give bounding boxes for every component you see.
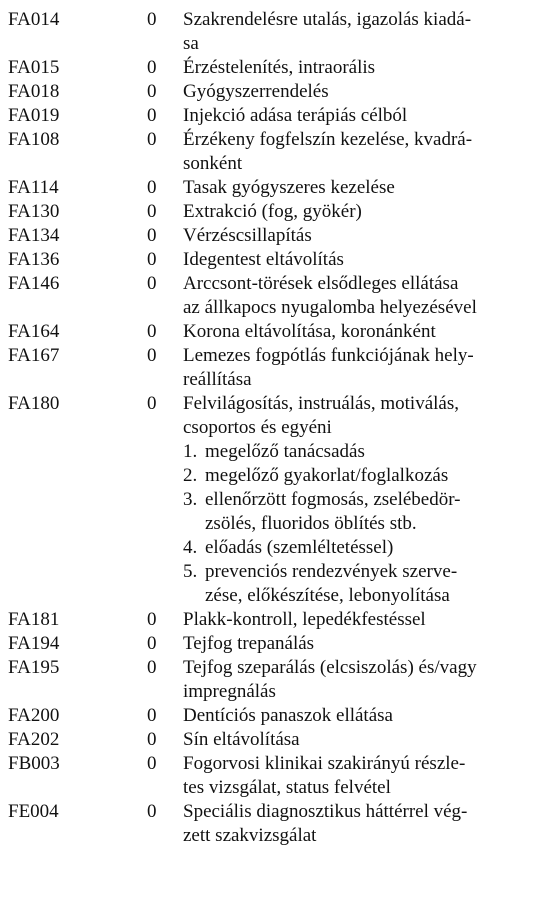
description-line: Lemezes fogpótlás funkciójának hely-	[183, 345, 474, 366]
description-line: sonként	[183, 153, 243, 174]
procedure-description	[183, 8, 518, 56]
procedure-code: FA014	[8, 9, 60, 30]
sub-item-text	[205, 536, 518, 560]
description-line: Injekció adása terápiás célból	[183, 105, 408, 126]
procedure-description	[183, 104, 518, 128]
description-line: Extrakció (fog, gyökér)	[183, 201, 362, 222]
description-line: csoportos és egyéni	[183, 417, 332, 438]
description-line: Plakk-kontroll, lepedékfestéssel	[183, 609, 426, 630]
procedure-code: FB003	[8, 753, 60, 774]
sub-item-line: ellenőrzött fogmosás, zselébedör-	[205, 489, 461, 510]
list-item	[0, 248, 548, 272]
list-item	[0, 632, 548, 656]
description-line: Arccsont-törések elsődleges ellátása	[183, 273, 459, 294]
sub-item-number: 4.	[183, 537, 198, 558]
procedure-value: 0	[147, 321, 157, 342]
procedure-code: FA202	[8, 729, 60, 750]
description-line: az állkapocs nyugalomba helyezésével	[183, 297, 477, 318]
sub-item-number: 2.	[183, 465, 198, 486]
procedure-value: 0	[147, 729, 157, 750]
procedure-code: FA180	[8, 393, 60, 414]
list-item	[0, 656, 548, 704]
procedure-value: 0	[147, 633, 157, 654]
sub-list-item	[183, 440, 518, 464]
list-item	[0, 608, 548, 632]
description-line: Gyógyszerrendelés	[183, 81, 329, 102]
procedure-value: 0	[147, 177, 157, 198]
procedure-code: FA019	[8, 105, 60, 126]
description-line: reállítása	[183, 369, 252, 390]
procedure-description	[183, 392, 518, 440]
sub-item-number: 5.	[183, 561, 198, 582]
procedure-description	[183, 800, 518, 848]
list-item	[0, 728, 548, 752]
procedure-value: 0	[147, 57, 157, 78]
procedure-value: 0	[147, 657, 157, 678]
procedure-value: 0	[147, 225, 157, 246]
sub-item-line: megelőző gyakorlat/foglalkozás	[205, 465, 449, 486]
description-line: tes vizsgálat, status felvétel	[183, 777, 391, 798]
description-line: impregnálás	[183, 681, 276, 702]
procedure-code: FA200	[8, 705, 60, 726]
procedure-description	[183, 200, 518, 224]
procedure-value: 0	[147, 129, 157, 150]
procedure-description	[183, 80, 518, 104]
description-line: Korona eltávolítása, koronánként	[183, 321, 436, 342]
procedure-code: FA134	[8, 225, 60, 246]
sub-item-text	[205, 560, 518, 608]
list-item	[0, 104, 548, 128]
description-line: Tejfog trepanálás	[183, 633, 315, 654]
description-line: Idegentest eltávolítás	[183, 249, 344, 270]
sub-item-line: prevenciós rendezvények szerve-	[205, 561, 458, 582]
description-line: Felvilágosítás, instruálás, motiválás,	[183, 393, 459, 414]
procedure-description	[183, 752, 518, 800]
procedure-description	[183, 224, 518, 248]
description-line: Tejfog szeparálás (elcsiszolás) és/vagy	[183, 657, 477, 678]
procedure-description	[183, 656, 518, 704]
procedure-code: FE004	[8, 801, 59, 822]
description-line: Érzéstelenítés, intraorális	[183, 57, 376, 78]
description-line: Fogorvosi klinikai szakirányú részle-	[183, 753, 466, 774]
procedure-description	[183, 176, 518, 200]
description-line: Tasak gyógyszeres kezelése	[183, 177, 395, 198]
sub-item-number: 3.	[183, 489, 198, 510]
list-item	[0, 752, 548, 800]
list-item	[0, 200, 548, 224]
sub-item-text	[205, 488, 518, 536]
procedure-description	[183, 632, 518, 656]
procedure-code-list	[0, 8, 548, 848]
sub-item-text	[205, 440, 518, 464]
procedure-code: FA108	[8, 129, 60, 150]
list-item	[0, 80, 548, 104]
list-item	[0, 128, 548, 176]
procedure-code: FA194	[8, 633, 60, 654]
sub-item-line: megelőző tanácsadás	[205, 441, 365, 462]
sub-list-item	[183, 560, 518, 608]
description-line: Érzékeny fogfelszín kezelése, kvadrá-	[183, 129, 473, 150]
procedure-description	[183, 728, 518, 752]
procedure-value: 0	[147, 105, 157, 126]
list-item	[0, 272, 548, 320]
procedure-description	[183, 608, 518, 632]
procedure-code: FA164	[8, 321, 60, 342]
list-item	[0, 392, 548, 608]
list-item	[0, 176, 548, 200]
procedure-code: FA136	[8, 249, 60, 270]
procedure-description	[183, 272, 518, 320]
procedure-description	[183, 128, 518, 176]
procedure-value: 0	[147, 753, 157, 774]
list-item	[0, 704, 548, 728]
list-item	[0, 8, 548, 56]
list-item	[0, 56, 548, 80]
procedure-description	[183, 320, 518, 344]
description-line: Sín eltávolítása	[183, 729, 300, 750]
sub-list-item	[183, 488, 518, 536]
description-line: Vérzéscsillapítás	[183, 225, 312, 246]
sub-item-line: előadás (szemléltetéssel)	[205, 537, 394, 558]
procedure-value: 0	[147, 249, 157, 270]
sub-list-item	[183, 536, 518, 560]
procedure-value: 0	[147, 9, 157, 30]
procedure-value: 0	[147, 273, 157, 294]
sub-item-line: zsölés, fluoridos öblítés stb.	[205, 513, 417, 534]
procedure-description	[183, 248, 518, 272]
procedure-description	[183, 344, 518, 392]
list-item	[0, 344, 548, 392]
description-line: Dentíciós panaszok ellátása	[183, 705, 393, 726]
list-item	[0, 224, 548, 248]
procedure-code: FA114	[8, 177, 59, 198]
description-line: zett szakvizsgálat	[183, 825, 317, 846]
procedure-code: FA018	[8, 81, 60, 102]
description-line: sa	[183, 33, 199, 54]
procedure-code: FA167	[8, 345, 60, 366]
procedure-value: 0	[147, 393, 157, 414]
procedure-value: 0	[147, 801, 157, 822]
list-item	[0, 800, 548, 848]
procedure-code: FA130	[8, 201, 60, 222]
procedure-code: FA181	[8, 609, 60, 630]
procedure-value: 0	[147, 345, 157, 366]
procedure-value: 0	[147, 609, 157, 630]
sub-item-number: 1.	[183, 441, 198, 462]
description-line: Speciális diagnosztikus háttérrel vég-	[183, 801, 468, 822]
procedure-value: 0	[147, 705, 157, 726]
procedure-code: FA146	[8, 273, 60, 294]
procedure-description	[183, 704, 518, 728]
sub-item-text	[205, 464, 518, 488]
procedure-description	[183, 56, 518, 80]
sub-item-line: zése, előkészítése, lebonyolítása	[205, 585, 450, 606]
procedure-value: 0	[147, 81, 157, 102]
procedure-value: 0	[147, 201, 157, 222]
procedure-code: FA015	[8, 57, 60, 78]
description-line: Szakrendelésre utalás, igazolás kiadá-	[183, 9, 472, 30]
procedure-code: FA195	[8, 657, 60, 678]
sub-list-item	[183, 464, 518, 488]
list-item	[0, 320, 548, 344]
